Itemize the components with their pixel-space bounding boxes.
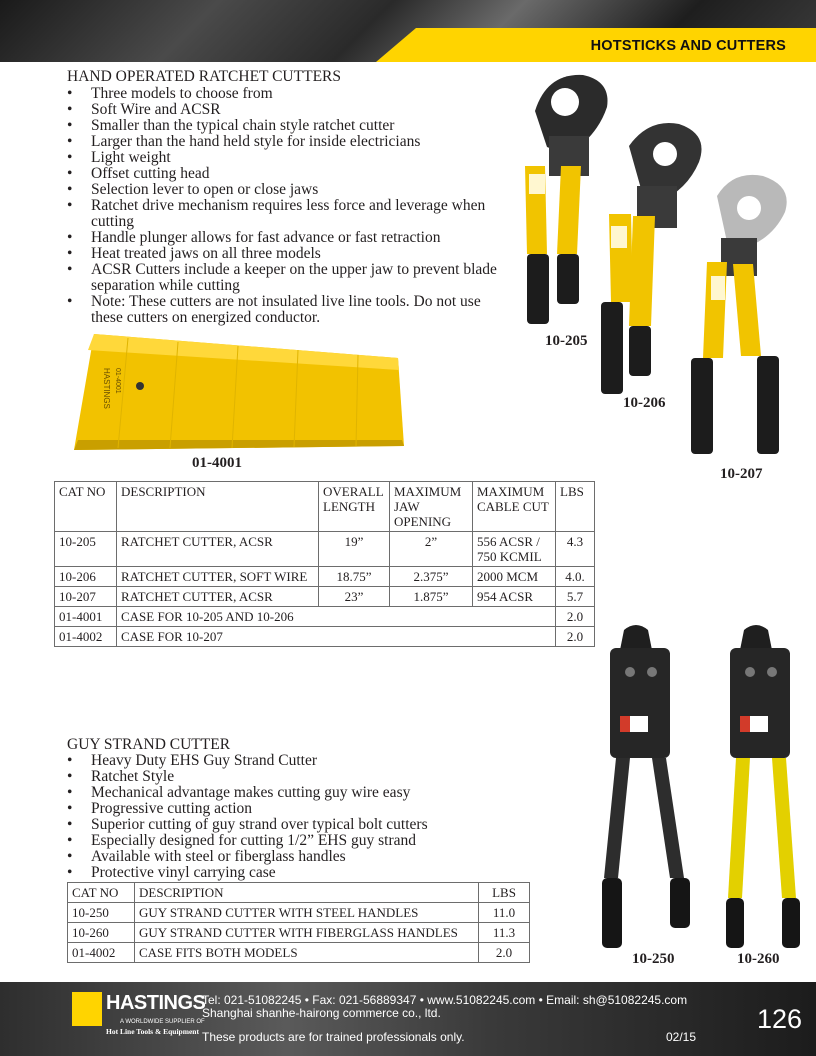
photo-label-10-206: 10-206 xyxy=(623,395,666,411)
cutter-10-207 xyxy=(691,175,787,454)
table-cell: CASE FOR 10-207 xyxy=(117,627,556,647)
list-item: • Especially designed for cutting 1/2” EHS guy strand xyxy=(67,833,507,849)
list-item: • Mechanical advantage makes cutting guy wire easy xyxy=(67,785,507,801)
col-header: OVERALL LENGTH xyxy=(319,482,390,532)
photo-label-10-250: 10-250 xyxy=(632,951,675,967)
list-item: • Offset cutting head xyxy=(67,166,507,182)
col-header: DESCRIPTION xyxy=(135,883,479,903)
list-item: • Light weight xyxy=(67,150,507,166)
list-item: • Protective vinyl carrying case xyxy=(67,865,507,881)
cutter-10-205 xyxy=(525,75,608,324)
table-cell: 01-4002 xyxy=(68,943,135,963)
table-cell: 954 ACSR xyxy=(473,587,556,607)
table-cell: GUY STRAND CUTTER WITH STEEL HANDLES xyxy=(135,903,479,923)
list-item: • Selection lever to open or close jaws xyxy=(67,182,507,198)
footer-logo-tagline: A WORLDWIDE SUPPLIER OF xyxy=(120,1019,205,1025)
table-cell: 10-207 xyxy=(55,587,117,607)
section-title: HOTSTICKS AND CUTTERS xyxy=(590,38,786,54)
case-brand-print: HASTINGS xyxy=(102,368,111,409)
table-cell: 2.0 xyxy=(556,627,595,647)
ratchet-spec-table xyxy=(54,481,595,647)
table-row xyxy=(55,567,595,587)
footer-company: Shanghai shanhe-hairong commerce co., ltd. xyxy=(202,1006,441,1020)
table-cell: CASE FITS BOTH MODELS xyxy=(135,943,479,963)
table-row xyxy=(55,532,595,567)
table-header-row xyxy=(55,482,595,532)
hastings-logo-icon xyxy=(72,992,102,1026)
list-item: • Progressive cutting action xyxy=(67,801,507,817)
table-row xyxy=(55,607,595,627)
table-row xyxy=(68,923,530,943)
guy-spec-table xyxy=(67,882,530,963)
table-cell: 2.0 xyxy=(479,943,530,963)
list-item: • ACSR Cutters include a keeper on the upper jaw to prevent blade separation while cutting xyxy=(67,262,507,294)
list-item: • Heavy Duty EHS Guy Strand Cutter xyxy=(67,753,507,769)
list-item: • Heat treated jaws on all three models xyxy=(67,246,507,262)
list-item: • Smaller than the typical chain style ratchet cutter xyxy=(67,118,507,134)
table-row xyxy=(55,627,595,647)
ratchet-heading: HAND OPERATED RATCHET CUTTERS xyxy=(67,68,341,85)
table-cell: 18.75” xyxy=(319,567,390,587)
table-cell: 1.875” xyxy=(390,587,473,607)
case-part-print: 01-4001 xyxy=(114,368,121,394)
photo-label-10-207: 10-207 xyxy=(720,466,763,482)
footer-date: 02/15 xyxy=(666,1030,697,1044)
table-cell: 2.0 xyxy=(556,607,595,627)
list-item: • Available with steel or fiberglass handles xyxy=(67,849,507,865)
table-cell: 11.0 xyxy=(479,903,530,923)
list-item: • Soft Wire and ACSR xyxy=(67,102,507,118)
table-cell: 19” xyxy=(319,532,390,567)
footer-contact: Tel: 021-51082245 • Fax: 021-56889347 • www.51082245.com • Email: sh@51082245.com xyxy=(202,993,688,1007)
list-item: • Larger than the hand held style for inside electricians xyxy=(67,134,507,150)
col-header: LBS xyxy=(556,482,595,532)
table-cell: 4.3 xyxy=(556,532,595,567)
table-cell: 10-250 xyxy=(68,903,135,923)
col-header: CAT NO xyxy=(68,883,135,903)
table-cell: 01-4002 xyxy=(55,627,117,647)
list-item: • Superior cutting of guy strand over typical bolt cutters xyxy=(67,817,507,833)
list-item: • Three models to choose from xyxy=(67,86,507,102)
guy-heading: GUY STRAND CUTTER xyxy=(67,736,231,753)
table-cell: RATCHET CUTTER, ACSR xyxy=(117,587,319,607)
vinyl-case-photo xyxy=(68,328,408,454)
col-header: CAT NO xyxy=(55,482,117,532)
table-cell: CASE FOR 10-205 AND 10-206 xyxy=(117,607,556,627)
cutter-10-260 xyxy=(726,625,800,948)
col-header: MAXIMUM JAW OPENING xyxy=(390,482,473,532)
table-cell: 10-205 xyxy=(55,532,117,567)
list-item: • Handle plunger allows for fast advance or fast retraction xyxy=(67,230,507,246)
photo-label-10-260: 10-260 xyxy=(737,951,780,967)
table-cell: GUY STRAND CUTTER WITH FIBERGLASS HANDLES xyxy=(135,923,479,943)
case-label: 01-4001 xyxy=(192,455,242,471)
cutter-10-206 xyxy=(601,123,702,394)
col-header: MAXIMUM CABLE CUT xyxy=(473,482,556,532)
table-cell: 556 ACSR / 750 KCMIL xyxy=(473,532,556,567)
table-cell: 23” xyxy=(319,587,390,607)
list-item: • Note: These cutters are not insulated live line tools. Do not use these cutters on energized conductor. xyxy=(67,294,507,326)
table-cell: RATCHET CUTTER, SOFT WIRE xyxy=(117,567,319,587)
table-cell: 2” xyxy=(390,532,473,567)
table-header-row xyxy=(68,883,530,903)
page-number: 126 xyxy=(756,1004,802,1034)
list-item: • Ratchet drive mechanism requires less force and leverage when cutting xyxy=(67,198,507,230)
guy-feature-list xyxy=(67,753,507,881)
table-cell: 2000 MCM xyxy=(473,567,556,587)
footer-logo-subtitle: Hot Line Tools & Equipment xyxy=(106,1027,199,1036)
table-cell: RATCHET CUTTER, ACSR xyxy=(117,532,319,567)
table-cell: 10-260 xyxy=(68,923,135,943)
table-cell: 01-4001 xyxy=(55,607,117,627)
table-cell: 4.0. xyxy=(556,567,595,587)
guy-strand-cutters-photo xyxy=(596,620,806,950)
ratchet-feature-list xyxy=(67,86,507,326)
table-cell: 11.3 xyxy=(479,923,530,943)
photo-label-10-205: 10-205 xyxy=(545,333,588,349)
table-row xyxy=(55,587,595,607)
col-header: LBS xyxy=(479,883,530,903)
table-cell: 2.375” xyxy=(390,567,473,587)
list-item: • Ratchet Style xyxy=(67,769,507,785)
footer-logo-name: HASTINGS xyxy=(106,992,206,1014)
table-cell: 5.7 xyxy=(556,587,595,607)
col-header: DESCRIPTION xyxy=(117,482,319,532)
table-row xyxy=(68,943,530,963)
cutter-10-250 xyxy=(602,625,690,948)
table-cell: 10-206 xyxy=(55,567,117,587)
table-row xyxy=(68,903,530,923)
footer-disclaimer: These products are for trained professionals only. xyxy=(202,1030,465,1044)
